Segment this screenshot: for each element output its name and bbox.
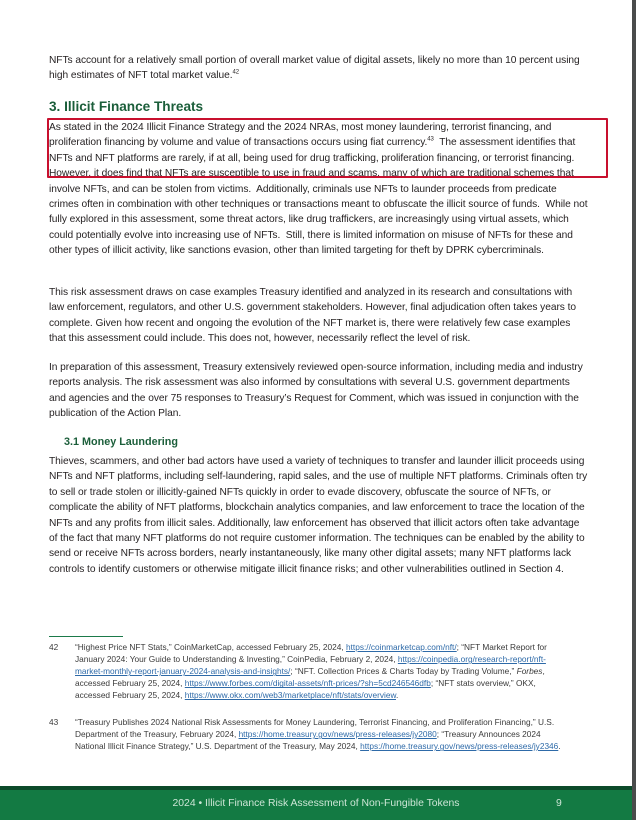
- footnote-43: [49, 716, 569, 766]
- footnote-ref-42[interactable]: 42: [232, 70, 240, 77]
- section-paragraph-2: This risk assessment draws on case examples Treasury identified and analyzed in its research and consultations with law enforcement, regulators, and other U.S. government stakeholders. However, final adjudication often takes years to complete. Given how recent and ongoing the evolution of the NFT market is, there were relatively few case examples that this assessment could include. This does not, however, necessarily reflect the level of risk.: [49, 287, 577, 345]
- footnote-link[interactable]: https://www.okx.com/web3/marketplace/nft/stats/overview: [184, 690, 396, 701]
- footnote-link[interactable]: https://coinmarketcap.com/nft/: [346, 642, 457, 652]
- footnote-text: .: [395, 690, 399, 701]
- subsection-heading: 3.1 Money Laundering: [64, 436, 178, 448]
- vertical-scrollbar[interactable]: [632, 0, 636, 820]
- section-heading: 3. Illicit Finance Threats: [49, 99, 204, 114]
- page-number: 9: [556, 798, 562, 809]
- subsection-paragraph: Thieves, scammers, and other bad actors have used a variety of techniques to transfer and launder illicit proceeds using NFTs and NFT platforms, including self-laundering, rapid sales, and the use of multiple NFT platforms. Criminals often try to sell or trade stolen or illicitly-gained NFTs quickly in order to evade discovery, obfuscate the source of NFTs, or complicate the ability of NFT platforms, blockchain analytics companies, and law enforcement to trace the location of the NFTs and any profits from illicit sales. Additionally, law enforcement has observed that illicit actors often take advantage of the fact that many NFT platforms do not require customer information. The techniques can be enabled by the ability to send or receive NFTs across borders, nearly instantaneously, like many other digital assets; many NFT platforms lack controls to identify customers or otherwise mitigate illicit finance risks; and other vulnerabilities outlined in Section 4.: [49, 456, 588, 575]
- intro-paragraph: [49, 53, 589, 84]
- footnote-publication: Forbes: [516, 666, 543, 677]
- footnote-link[interactable]: https://www.forbes.com/digital-assets/nft-prices/?sh=5cd246546dfb: [184, 678, 431, 689]
- section-paragraph-3: In preparation of this assessment, Treasury extensively reviewed open-source information, including media and industry reports analysis. The risk assessment was also informed by consultations with several U.S. government departments and agencies and the over 75 responses to Treasury’s Request for Comment, which was issued in conjunction with the publication of the Action Plan.: [49, 362, 583, 420]
- footnote-body: [75, 641, 571, 701]
- footnote-text: ; “Treasury Announces 2024 National Illicit Finance Strategy,” U.S. Department of the Treasury, May 2024,: [75, 729, 541, 752]
- footnote-divider: [49, 636, 123, 637]
- footer-title: 2024 • Illicit Finance Risk Assessment of Non-Fungible Tokens: [172, 798, 460, 809]
- footnote-text: ; “NFT stats overview,” OKX, accessed February 25, 2024,: [75, 678, 536, 701]
- footnote-text: “Treasury Publishes 2024 National Risk Assessments for Money Laundering, Terrorist Financing, and Proliferation Financing,” U.S. Department of the Treasury, February 2024,: [75, 717, 555, 740]
- footnote-number: 43: [49, 717, 59, 727]
- footnote-link[interactable]: https://home.treasury.gov/news/press-releases/jy2080: [238, 729, 437, 740]
- para1-text-a: As stated in the 2024 Illicit Finance Strategy and the 2024 NRAs, most money laundering, terrorist financing, and proliferation financing by volume and value of transactions occurs using fiat currency.: [49, 122, 552, 149]
- footnote-text: .: [558, 741, 561, 752]
- footnote-text: ; “NFT Market Report for January 2024: Your Guide to Understanding & Investing,” CoinPedia, February 2, 2024,: [75, 642, 547, 665]
- page-footer: [0, 790, 632, 820]
- footnote-text: ; “NFT. Collection Prices & Charts Today by Trading Volume,”: [290, 666, 517, 677]
- footnote-link[interactable]: https://coinpedia.org/research-report/nft-market-monthly-report-january-2024-analysis-and-insights/: [75, 654, 546, 677]
- footnote-42: [49, 641, 569, 703]
- footnote-link[interactable]: https://home.treasury.gov/news/press-releases/jy2346: [360, 741, 559, 752]
- footnote-text: , accessed February 25, 2024,: [75, 666, 545, 689]
- footnote-ref-43[interactable]: 43: [427, 137, 434, 144]
- intro-text: NFTs account for a relatively small portion of overall market value of digital assets, likely no more than 10 percent using high estimates of NFT total market value.: [49, 55, 580, 82]
- footnote-body: [75, 716, 571, 752]
- red-highlight-box: [47, 118, 608, 178]
- footnote-number: 42: [49, 642, 59, 652]
- para1-text-b: The assessment identifies that NFTs and NFT platforms are rarely, if at all, being used for drug trafficking, proliferation financing, or terrorist financing. However, it does find that NFTs are susceptible to use in fraud and scams, many of which are traditional schemes that involve NFTs, and can be stolen from victims. Additionally, criminals use NFTs to launder proceeds from predicate crimes often in combination with other techniques or transactions meant to obfuscate the illicit source of funds. While not fully explored in this assessment, some threat actors, like drug traffickers, are increasingly using virtual assets, which could potentially evolve into increasing use of NFTs. Still, there is limited information on misuse of NFTs for these and other types of illicit activity, like sanctions evasion, other than limited targeting for theft by DPRK cybercriminals.: [49, 137, 591, 257]
- footnote-text: “Highest Price NFT Stats,” CoinMarketCap, accessed February 25, 2024,: [75, 642, 346, 652]
